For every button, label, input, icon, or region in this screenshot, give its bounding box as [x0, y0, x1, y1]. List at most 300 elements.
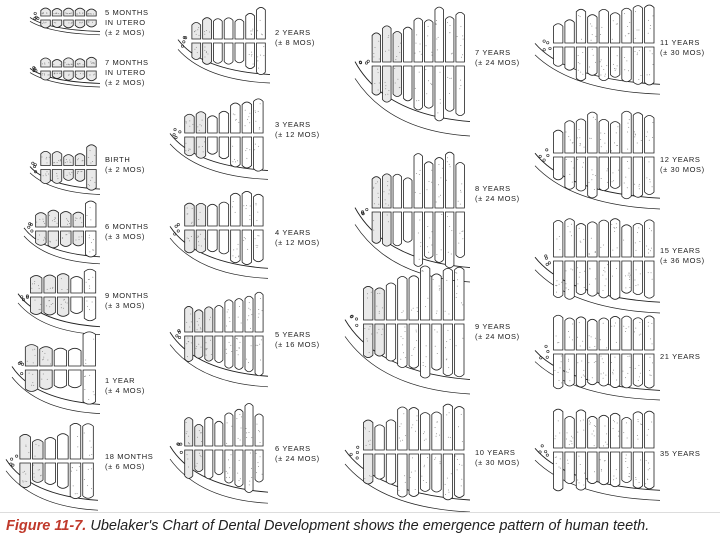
tooth-upper [565, 20, 574, 43]
tooth-upper [185, 418, 193, 446]
tooth-lower [610, 354, 619, 388]
tooth-lower [599, 354, 608, 386]
tooth-lower [588, 47, 597, 75]
tooth-upper [52, 152, 61, 166]
tooth-upper [554, 221, 563, 257]
jaw-drawing [535, 4, 660, 86]
tooth-lower [64, 170, 73, 181]
tooth-upper [57, 274, 68, 293]
tooth-lower [565, 452, 574, 483]
stage-label-line: (± 24 MOS) [275, 454, 320, 463]
tooth-upper [565, 121, 574, 153]
stage-label [275, 228, 320, 248]
tooth-lower [565, 47, 574, 70]
tooth-upper [235, 19, 244, 39]
stage-panel [345, 262, 470, 382]
jaw-drawing [535, 110, 660, 200]
tooth-lower [645, 261, 654, 298]
tooth-lower [257, 43, 266, 75]
stage-panel [535, 214, 660, 304]
tooth-lower [599, 47, 608, 81]
jaw-drawing [18, 262, 100, 328]
stage-label [475, 448, 520, 468]
tooth-lower [383, 212, 391, 246]
tooth-lower [196, 230, 205, 253]
tooth-upper [246, 13, 255, 39]
tooth-lower [254, 137, 263, 171]
tooth-upper [576, 224, 585, 257]
stage-label [475, 48, 520, 68]
tooth-lower [443, 324, 452, 376]
jaw-drawing [170, 186, 268, 270]
tooth-upper [30, 276, 41, 293]
tooth-lower [554, 47, 563, 66]
tooth-lower [610, 261, 619, 299]
tooth-lower [554, 261, 563, 297]
tooth-upper [414, 154, 422, 208]
tooth-lower [386, 454, 395, 484]
stage-label-line: (± 4 MOS) [105, 386, 145, 395]
stage-label-line: 12 YEARS [660, 155, 701, 164]
jaw-drawing [535, 408, 660, 492]
tooth-lower [393, 66, 401, 96]
stage-panel [170, 402, 268, 494]
stage-label-line: (± 30 MOS) [660, 48, 705, 57]
tooth-upper [633, 412, 642, 448]
stage-panel [535, 4, 660, 86]
tooth-upper [20, 434, 31, 459]
tooth-upper [414, 18, 422, 62]
tooth-upper [445, 17, 453, 62]
tooth-lower [75, 71, 84, 79]
tooth-upper [257, 7, 266, 39]
stage-label-line: (± 2 MOS) [105, 78, 145, 87]
tooth-upper [645, 5, 654, 43]
tooth-upper [69, 348, 81, 366]
stage-label [105, 155, 145, 175]
tooth-lower [420, 324, 429, 378]
tooth-upper [599, 9, 608, 43]
tooth-upper [208, 116, 217, 133]
tooth-lower [75, 170, 84, 182]
tooth-lower [633, 47, 642, 84]
tooth-lower [196, 137, 205, 158]
tooth-upper [192, 23, 201, 39]
tooth-lower [52, 71, 61, 78]
tooth-upper [645, 115, 654, 153]
tooth-lower [565, 354, 574, 386]
tooth-lower [633, 261, 642, 295]
tooth-lower [235, 450, 243, 487]
jaw-drawing [345, 402, 470, 502]
tooth-upper [599, 415, 608, 448]
tooth-upper [25, 345, 37, 366]
jaw-drawing [30, 54, 100, 84]
stage-label [105, 8, 149, 38]
tooth-upper [75, 154, 84, 166]
jaw-drawing [24, 200, 100, 258]
tooth-upper [622, 316, 631, 350]
tooth-upper [456, 12, 464, 62]
stage-label-line: 8 YEARS [475, 184, 511, 193]
jaw-drawing [170, 402, 268, 494]
tooth-upper [409, 408, 418, 450]
tooth-upper [565, 219, 574, 257]
tooth-lower [445, 66, 453, 111]
stage-label-line: 1 YEAR [105, 376, 136, 385]
tooth-lower [645, 157, 654, 195]
tooth-upper [588, 15, 597, 43]
tooth-lower [588, 452, 597, 484]
tooth-lower [57, 297, 68, 316]
stage-panel [535, 312, 660, 392]
tooth-lower [610, 157, 619, 188]
tooth-lower [87, 20, 96, 27]
stage-label-line: 3 YEARS [275, 120, 311, 129]
jaw-drawing [178, 6, 270, 76]
tooth-upper [386, 420, 395, 450]
tooth-lower [576, 157, 585, 191]
tooth-upper [420, 413, 429, 450]
tooth-upper [398, 276, 407, 320]
caption-bar [0, 512, 720, 541]
tooth-upper [245, 403, 253, 446]
figure-caption [6, 518, 649, 534]
tooth-lower [75, 20, 84, 28]
tooth-upper [32, 440, 43, 459]
tooth-upper [420, 266, 429, 320]
tooth-lower [192, 43, 201, 59]
tooth-upper [645, 220, 654, 257]
stage-label-line: 5 MONTHS [105, 8, 149, 17]
tooth-lower [645, 47, 654, 85]
stage-panel [345, 402, 470, 502]
tooth-upper [75, 8, 84, 16]
tooth-upper [622, 111, 631, 153]
tooth-lower [213, 43, 222, 63]
tooth-upper [576, 410, 585, 448]
tooth-lower [54, 370, 66, 388]
tooth-lower [203, 43, 212, 64]
tooth-upper [554, 130, 563, 153]
stage-label-line: (± 3 MOS) [105, 301, 145, 310]
tooth-lower [195, 336, 203, 358]
tooth-upper [364, 420, 373, 450]
tooth-lower [242, 137, 251, 168]
tooth-lower [245, 450, 253, 493]
tooth-lower [83, 463, 94, 498]
tooth-upper [231, 103, 240, 133]
tooth-upper [576, 119, 585, 153]
tooth-lower [645, 452, 654, 489]
stage-label-line: 21 YEARS [660, 352, 701, 361]
tooth-upper [554, 315, 563, 350]
tooth-upper [599, 220, 608, 257]
tooth-upper [393, 32, 401, 62]
jaw-drawing [170, 98, 268, 172]
stage-label-line: (± 16 MOS) [275, 340, 320, 349]
tooth-lower [185, 336, 193, 362]
tooth-lower [242, 230, 251, 265]
stage-label [275, 330, 320, 350]
tooth-upper [432, 412, 441, 450]
stage-label [275, 120, 320, 140]
stage-panel [6, 420, 98, 502]
tooth-upper [576, 317, 585, 350]
tooth-upper [443, 268, 452, 320]
tooth-upper [372, 177, 380, 208]
stage-label-line: 9 MONTHS [105, 291, 149, 300]
tooth-lower [45, 463, 56, 484]
tooth-upper [645, 411, 654, 448]
tooth-upper [75, 59, 84, 67]
tooth-lower [64, 20, 73, 28]
tooth-lower [443, 454, 452, 500]
tooth-upper [610, 13, 619, 43]
tooth-lower [386, 324, 395, 361]
tooth-lower [215, 336, 223, 363]
tooth-lower [375, 454, 384, 479]
tooth-upper [254, 194, 263, 226]
tooth-lower [383, 66, 391, 102]
tooth-upper [45, 438, 56, 459]
tooth-lower [87, 170, 96, 191]
tooth-upper [85, 201, 95, 227]
tooth-upper [255, 414, 263, 446]
tooth-upper [633, 113, 642, 153]
tooth-upper [404, 27, 412, 62]
tooth-lower [576, 47, 585, 81]
stage-panel [30, 54, 100, 84]
tooth-lower [424, 66, 432, 108]
tooth-upper [219, 111, 228, 133]
tooth-lower [208, 230, 217, 252]
tooth-lower [404, 66, 412, 101]
stage-label-line: (± 2 MOS) [105, 165, 145, 174]
tooth-lower [398, 324, 407, 368]
figure-number: Figure 11-7. [6, 518, 87, 534]
jaw-drawing [535, 214, 660, 304]
tooth-lower [25, 370, 37, 391]
tooth-upper [435, 158, 443, 208]
stage-label-line: (± 12 MOS) [275, 238, 320, 247]
stage-label-line: 6 YEARS [275, 444, 311, 453]
tooth-upper [455, 407, 464, 450]
jaw-drawing [355, 4, 470, 124]
tooth-upper [383, 174, 391, 208]
tooth-lower [231, 137, 240, 167]
tooth-upper [622, 225, 631, 257]
tooth-lower [208, 137, 217, 154]
tooth-lower [215, 450, 223, 475]
stage-label [660, 352, 701, 362]
tooth-lower [30, 297, 41, 314]
stage-label-line: 7 YEARS [475, 48, 511, 57]
tooth-upper [424, 162, 432, 208]
tooth-upper [398, 407, 407, 450]
tooth-lower [36, 231, 46, 245]
tooth-lower [456, 66, 464, 116]
tooth-upper [245, 296, 253, 332]
tooth-upper [61, 212, 71, 227]
tooth-lower [610, 452, 619, 487]
tooth-upper [48, 210, 58, 227]
tooth-lower [622, 47, 631, 82]
tooth-upper [196, 112, 205, 133]
tooth-upper [54, 348, 66, 366]
tooth-upper [242, 102, 251, 133]
tooth-upper [215, 305, 223, 332]
tooth-upper [443, 404, 452, 450]
jaw-drawing [30, 145, 100, 190]
tooth-lower [185, 137, 194, 156]
tooth-upper [205, 307, 213, 332]
tooth-lower [633, 354, 642, 386]
tooth-upper [386, 283, 395, 320]
jaw-drawing [12, 330, 100, 406]
tooth-lower [424, 212, 432, 258]
tooth-lower [599, 261, 608, 298]
stage-label [275, 444, 320, 464]
tooth-upper [393, 174, 401, 208]
stage-label-line: 5 YEARS [275, 330, 311, 339]
stage-label [105, 58, 149, 88]
tooth-lower [71, 297, 82, 313]
tooth-upper [610, 413, 619, 448]
tooth-lower [185, 450, 193, 478]
stage-panel [178, 6, 270, 76]
stage-panel [12, 330, 100, 406]
tooth-lower [565, 157, 574, 189]
tooth-lower [445, 212, 453, 268]
tooth-upper [424, 20, 432, 62]
tooth-upper [40, 347, 52, 366]
tooth-upper [195, 310, 203, 332]
tooth-lower [554, 354, 563, 389]
tooth-upper [254, 99, 263, 133]
tooth-upper [588, 319, 597, 350]
tooth-lower [185, 230, 194, 253]
stage-label [105, 222, 149, 242]
tooth-lower [576, 261, 585, 294]
stage-label-line: (± 6 MOS) [105, 462, 145, 471]
tooth-upper [231, 193, 240, 226]
tooth-lower [393, 212, 401, 246]
tooth-upper [215, 421, 223, 446]
stage-label-line: (± 24 MOS) [475, 332, 520, 341]
jaw-drawing [170, 290, 268, 378]
tooth-upper [213, 19, 222, 39]
tooth-upper [70, 423, 81, 459]
stage-panel [535, 110, 660, 200]
stage-label-line: (± 12 MOS) [275, 130, 320, 139]
tooth-lower [455, 454, 464, 497]
tooth-upper [41, 8, 50, 16]
stage-label-line: (± 3 MOS) [105, 232, 145, 241]
stage-panel [355, 150, 470, 270]
stage-label [660, 449, 701, 459]
tooth-upper [364, 286, 373, 320]
tooth-lower [588, 157, 597, 198]
stage-label [475, 184, 520, 204]
tooth-upper [255, 292, 263, 332]
stage-panel [170, 290, 268, 378]
tooth-lower [455, 324, 464, 377]
tooth-lower [364, 454, 373, 484]
tooth-lower [44, 297, 55, 315]
tooth-upper [576, 9, 585, 43]
tooth-upper [633, 6, 642, 43]
tooth-upper [185, 114, 194, 133]
tooth-lower [231, 230, 240, 263]
tooth-upper [242, 191, 251, 226]
tooth-upper [588, 112, 597, 153]
tooth-upper [225, 413, 233, 446]
tooth-lower [554, 452, 563, 491]
tooth-lower [255, 450, 263, 482]
tooth-lower [225, 336, 233, 368]
stage-panel [24, 200, 100, 258]
tooth-lower [87, 71, 96, 81]
tooth-upper [83, 332, 95, 366]
stage-label-line: 35 YEARS [660, 449, 701, 458]
tooth-lower [576, 354, 585, 387]
tooth-upper [456, 163, 464, 208]
tooth-lower [414, 212, 422, 266]
tooth-lower [73, 231, 83, 246]
tooth-upper [71, 277, 82, 293]
tooth-lower [52, 20, 61, 27]
tooth-upper [409, 276, 418, 320]
tooth-lower [84, 297, 95, 321]
stage-panel [30, 4, 100, 32]
stage-label-line: 7 MONTHS [105, 58, 149, 67]
tooth-lower [610, 47, 619, 77]
stage-label [105, 452, 153, 472]
tooth-upper [52, 60, 61, 67]
tooth-upper [375, 425, 384, 450]
tooth-upper [645, 316, 654, 350]
stage-label [105, 291, 149, 311]
stage-label-line: (± 24 MOS) [475, 194, 520, 203]
tooth-upper [225, 300, 233, 332]
tooth-upper [87, 9, 96, 16]
tooth-lower [40, 370, 52, 389]
tooth-lower [576, 452, 585, 490]
stage-label [475, 322, 520, 342]
tooth-lower [622, 157, 631, 199]
tooth-lower [565, 261, 574, 299]
stage-label-line: (± 24 MOS) [475, 58, 520, 67]
jaw-drawing [6, 420, 98, 502]
tooth-upper [633, 223, 642, 257]
stage-label-line: 15 YEARS [660, 246, 701, 255]
jaw-drawing [535, 312, 660, 392]
jaw-drawing [30, 4, 100, 32]
tooth-lower [622, 452, 631, 483]
tooth-lower [224, 43, 233, 64]
tooth-upper [383, 26, 391, 62]
tooth-lower [633, 452, 642, 488]
stage-panel [30, 145, 100, 190]
tooth-lower [195, 450, 203, 472]
tooth-upper [185, 306, 193, 332]
tooth-lower [372, 66, 380, 95]
tooth-upper [435, 7, 443, 62]
stage-panel [170, 186, 268, 270]
stage-panel [170, 98, 268, 172]
tooth-upper [52, 9, 61, 16]
